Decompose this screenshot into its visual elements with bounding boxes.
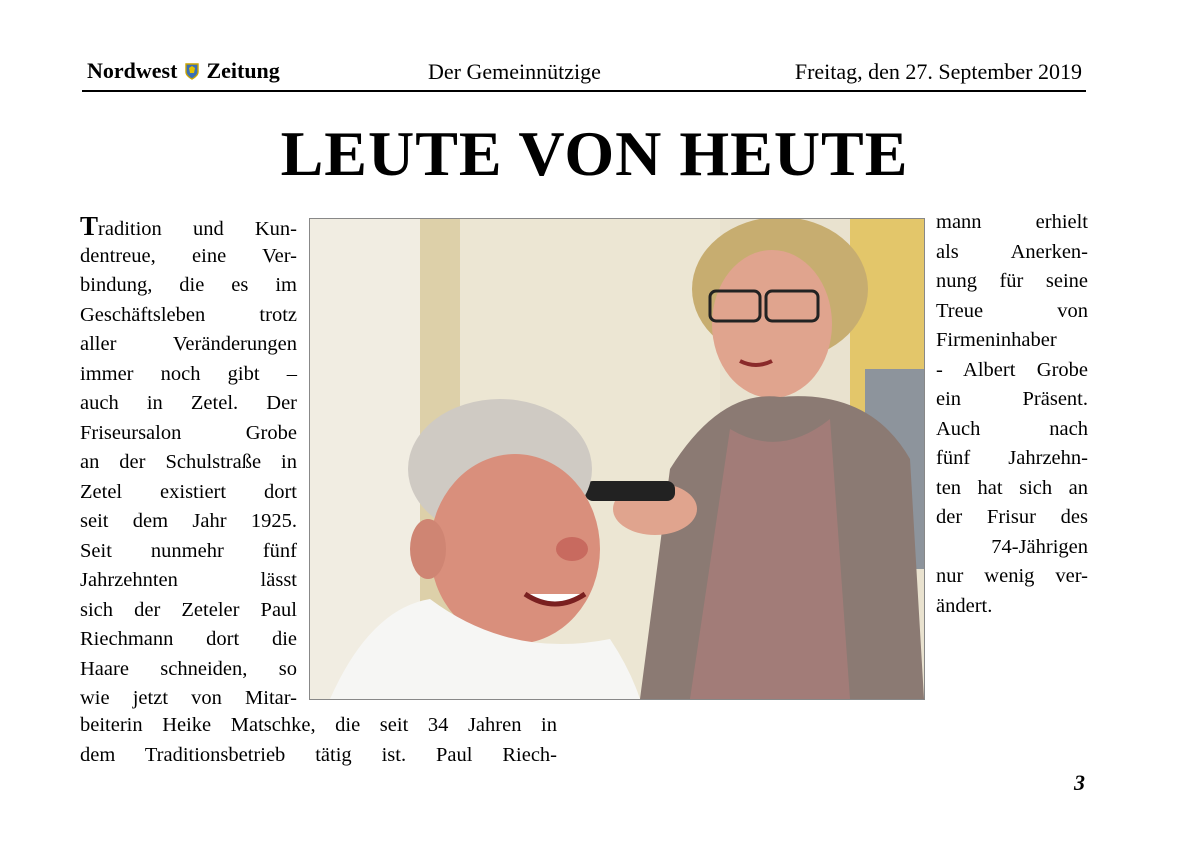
article-line: - Albert Grobe	[936, 358, 1088, 381]
article-line: der Frisur des	[936, 506, 1088, 528]
article-line: 74-Jährigen	[991, 535, 1088, 558]
page-number: 3	[1074, 770, 1085, 795]
article-bottom-lines	[80, 711, 557, 770]
newspaper-logo	[87, 58, 280, 84]
masthead-bar	[82, 56, 1086, 92]
masthead-name-right: Zeitung	[206, 58, 280, 83]
article-line: Seit nunmehr fünf	[80, 539, 297, 562]
section-title: Der Gemeinnützige	[428, 59, 601, 84]
article-line: beiterin Heike Matschke, die seit 34 Jahren in	[80, 714, 557, 736]
article-line: als Anerken-	[936, 240, 1088, 263]
article-line: nur wenig ver-	[936, 565, 1088, 587]
article-line: dentreue, eine Ver-	[80, 244, 297, 267]
article-line: wie jetzt von Mitar-	[80, 687, 297, 709]
article-line: Zetel existiert dort	[80, 480, 297, 503]
masthead-name-left: Nordwest	[87, 58, 178, 83]
page-headline: LEUTE VON HEUTE	[280, 118, 909, 189]
article-line: dem Traditionsbetrieb tätig ist. Paul Riech-	[80, 743, 557, 766]
article-line: ein Präsent.	[936, 388, 1088, 410]
article-line: Riechmann dort die	[80, 628, 297, 650]
article-line: Tradition und Kun-	[80, 211, 297, 241]
article-line: fünf Jahrzehn-	[936, 447, 1088, 469]
article-line: Geschäftsleben trotz	[80, 303, 297, 326]
article-right-column	[936, 208, 1088, 621]
article-line: Haare schneiden, so	[80, 657, 297, 680]
article-photo	[309, 218, 925, 700]
article-line: Jahrzehnten lässt	[80, 569, 297, 591]
article-line: auch in Zetel. Der	[80, 392, 297, 414]
article-line: nung für seine	[936, 270, 1088, 292]
coat-of-arms-icon	[185, 63, 199, 80]
article-line: Treue von	[936, 299, 1088, 322]
article-line: mann erhielt	[936, 211, 1088, 233]
article-line: ändert.	[936, 594, 993, 617]
issue-date: Freitag, den 27. September 2019	[794, 59, 1082, 84]
article-line: Firmeninhaber	[936, 329, 1057, 351]
article-line: Friseursalon Grobe	[80, 421, 297, 444]
article-line: Auch nach	[936, 417, 1088, 440]
article-line: immer noch gibt –	[80, 362, 297, 385]
drop-cap: T	[80, 211, 99, 241]
article-line: seit dem Jahr 1925.	[80, 510, 297, 532]
article-left-column	[80, 212, 297, 714]
article-line: aller Veränderungen	[80, 333, 297, 355]
hairdresser-photo-illustration	[310, 219, 924, 699]
article-line: sich der Zeteler Paul	[80, 598, 297, 621]
article-line: an der Schulstraße in	[80, 451, 297, 473]
article-line: bindung, die es im	[80, 274, 297, 296]
article-line: ten hat sich an	[936, 476, 1088, 499]
